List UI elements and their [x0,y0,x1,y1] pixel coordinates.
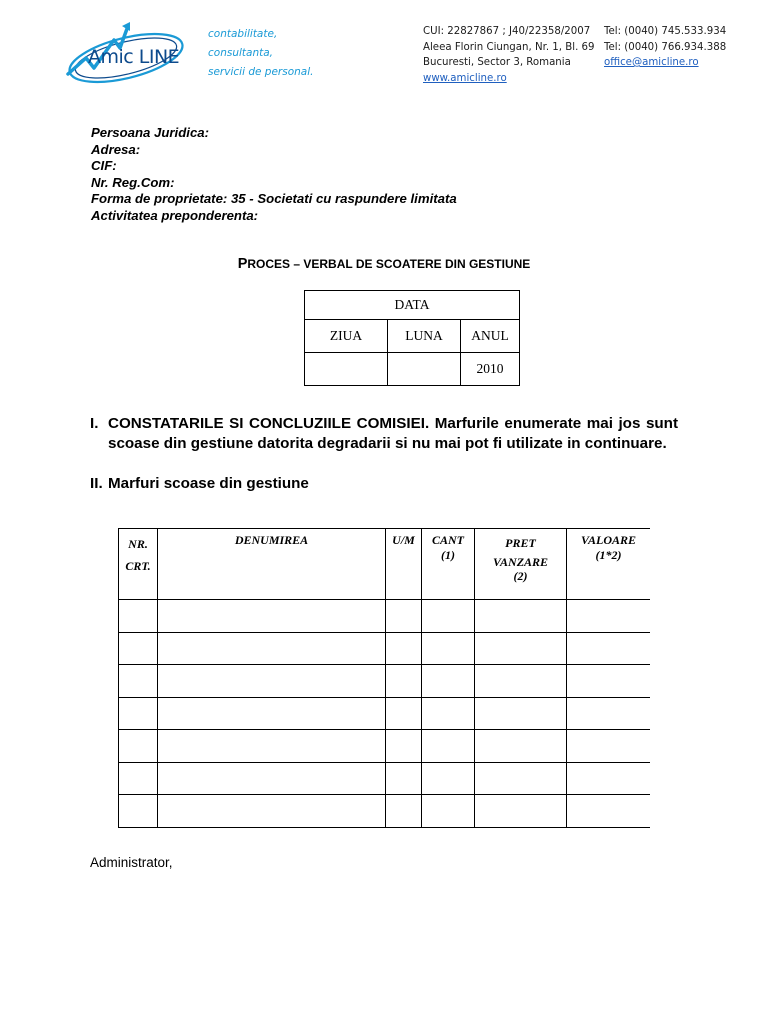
table-row [119,600,651,633]
cell-um[interactable] [386,697,422,730]
header-cant-ref: (1) [441,548,455,562]
cell-denumirea[interactable] [158,762,386,795]
header-pret-label: PRET [505,536,536,550]
header-crt: CRT. [125,559,151,573]
table-row [119,762,651,795]
cell-denumirea[interactable] [158,600,386,633]
info-activitate: Activitatea preponderenta: [91,207,259,223]
section-2-text: Marfuri scoase din gestiune [108,475,309,492]
date-col-luna: LUNA [388,320,461,353]
table-row [119,730,651,763]
cell-denumirea[interactable] [158,697,386,730]
cell-cant[interactable] [422,762,475,795]
header-valoare [567,529,651,600]
email-link[interactable]: office@amicline.ro [604,57,699,68]
cell-denumirea[interactable] [158,665,386,698]
cell-pret[interactable] [475,795,567,828]
cell-valoare[interactable] [567,762,651,795]
header-nr: NR. [128,537,148,551]
cell-cant[interactable] [422,730,475,763]
table-row [119,632,651,665]
header-cant-label: CANT [431,533,464,547]
date-value-luna[interactable] [388,353,461,386]
tagline-line-2: consultanta, [208,47,273,59]
tagline-line-3: servicii de personal. [208,66,314,78]
cell-cant[interactable] [422,632,475,665]
cell-nr[interactable] [119,632,158,665]
address-street: Aleea Florin Ciungan, Nr. 1, Bl. 69 [423,41,595,53]
goods-table-header [119,529,651,600]
date-value-anul[interactable]: 2010 [461,353,520,386]
cell-valoare[interactable] [567,600,651,633]
title-rest: ROCES – VERBAL DE SCOATERE DIN GESTIUNE [247,257,531,271]
cell-cant[interactable] [422,665,475,698]
website-link[interactable]: www.amicline.ro [423,72,507,84]
section-1 [90,414,678,454]
cell-cant[interactable] [422,795,475,828]
section-2-number: II. [90,475,103,492]
cell-pret[interactable] [475,762,567,795]
goods-table [118,528,650,828]
section-2 [90,474,678,494]
header-um: U/M [386,529,422,600]
date-header: DATA [305,291,520,320]
address-cui: CUI: 22827867 ; J40/22358/2007 [423,26,591,37]
info-persoana-juridica: Persoana Juridica: [91,125,210,140]
date-col-ziua: ZIUA [305,320,388,353]
date-table [304,290,520,386]
cell-nr[interactable] [119,795,158,828]
company-info [91,125,457,224]
cell-um[interactable] [386,632,422,665]
cell-valoare[interactable] [567,632,651,665]
header-pret [475,529,567,600]
cell-um[interactable] [386,665,422,698]
date-col-anul: ANUL [461,320,520,353]
cell-nr[interactable] [119,665,158,698]
logo-wordmark: Amic LINE [88,46,180,68]
phone-1: Tel: (0040) 745.533.934 [604,26,727,37]
table-row [119,665,651,698]
title-first-letter: P [237,256,248,272]
cell-pret[interactable] [475,697,567,730]
signature-administrator: Administrator, [90,855,173,870]
header-pret-vanzare: VANZARE [492,555,549,569]
info-reg-com: Nr. Reg.Com: [91,174,175,190]
cell-um[interactable] [386,730,422,763]
cell-pret[interactable] [475,665,567,698]
table-row [119,697,651,730]
cell-pret[interactable] [475,730,567,763]
header-denumirea: DENUMIREA [158,529,386,600]
cell-nr[interactable] [119,730,158,763]
cell-pret[interactable] [475,600,567,633]
address-city: Bucuresti, Sector 3, Romania [423,57,571,68]
cell-um[interactable] [386,600,422,633]
date-value-ziua[interactable] [305,353,388,386]
cell-valoare[interactable] [567,730,651,763]
cell-cant[interactable] [422,697,475,730]
header-cant [422,529,475,600]
header-pret-ref: (2) [513,569,528,583]
goods-table-body [119,600,651,828]
cell-denumirea[interactable] [158,632,386,665]
cell-um[interactable] [386,795,422,828]
cell-valoare[interactable] [567,795,651,828]
cell-valoare[interactable] [567,697,651,730]
header-valoare-ref: (1*2) [595,548,622,562]
table-row [119,795,651,828]
cell-nr[interactable] [119,697,158,730]
section-1-text: CONSTATARILE SI CONCLUZIILE COMISIEI. Marfurile enumerate mai jos sunt scoase din gestiune datorita degradarii si nu mai pot fi utilizate in continuare. [108,415,678,452]
info-forma-proprietate: Forma de proprietate: 35 - Societati cu raspundere limitata [91,191,457,206]
cell-valoare[interactable] [567,665,651,698]
cell-pret[interactable] [475,632,567,665]
phone-2: Tel: (0040) 766.934.388 [604,41,727,53]
info-cif: CIF: [91,158,117,173]
cell-nr[interactable] [119,600,158,633]
document-title [0,256,768,272]
cell-denumirea[interactable] [158,730,386,763]
cell-cant[interactable] [422,600,475,633]
cell-um[interactable] [386,762,422,795]
phone-block [604,24,726,71]
info-adresa: Adresa: [91,141,141,157]
section-1-number: I. [90,415,99,432]
header-valoare-label: VALOARE [580,533,637,547]
tagline-line-1: contabilitate, [208,28,278,40]
cell-denumirea[interactable] [158,795,386,828]
header-nr-crt [119,529,158,600]
cell-nr[interactable] [119,762,158,795]
address-block [423,24,595,86]
